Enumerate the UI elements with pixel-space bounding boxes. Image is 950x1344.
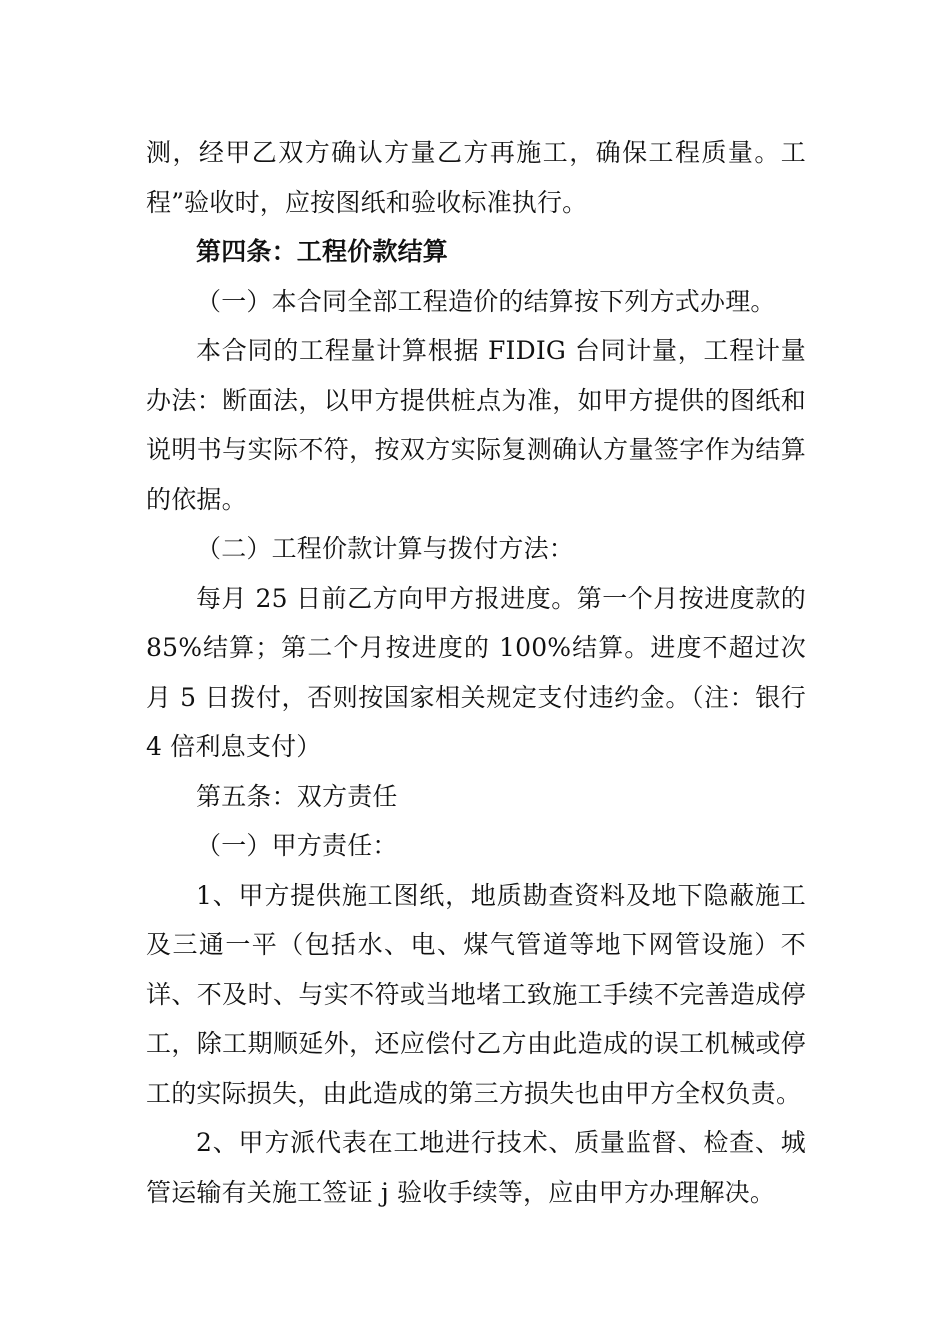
paragraph-quantity-calculation: 本合同的工程量计算根据 FIDIG 台同计量，工程计量办法：断面法，以甲方提供桩点为准，如甲方提供的图纸和说明书与实际不符，按双方实际复测确认方量签字作为结算的依据。 — [146, 336, 806, 514]
paragraph-continuation: 测，经甲乙双方确认方量乙方再施工，确保工程质量。工程”验收时，应按图纸和验收标准执行。 — [146, 138, 806, 217]
responsibility-item-1: 1、甲方提供施工图纸，地质勘查资料及地下隐蔽施工及三通一平（包括水、电、煤气管道等地下网管设施）不详、不及时、与实不符或当地堵工致施工手续不完善造成停工，除工期顺延外，还应偿付乙方由此造成的误工机械或停工的实际损失，由此造成的第三方损失也由甲方全权负责。 — [146, 880, 806, 1108]
document-body — [146, 128, 806, 1217]
section-1-title: （一）本合同全部工程造价的结算按下列方式办理。 — [196, 286, 776, 316]
article-5-heading: 第五条：双方责任 — [196, 781, 398, 811]
section-2-title: （二）工程价款计算与拨付方法： — [196, 534, 575, 563]
party-a-responsibility-title: （一）甲方责任： — [196, 831, 398, 860]
paragraph-payment-schedule: 每月 25 日前乙方向甲方报进度。第一个月按进度款的 85%结算；第二个月按进度的 100%结算。进度不超过次月 5 日拨付，否则按国家相关规定支付违约金。（注：银行 4 倍利息支付） — [146, 583, 806, 761]
responsibility-item-2: 2、甲方派代表在工地进行技术、质量监督、检查、城管运输有关施工签证 j 验收手续等，应由甲方办理解决。 — [146, 1128, 806, 1207]
article-4-heading: 第四条：工程价款结算 — [196, 237, 449, 266]
